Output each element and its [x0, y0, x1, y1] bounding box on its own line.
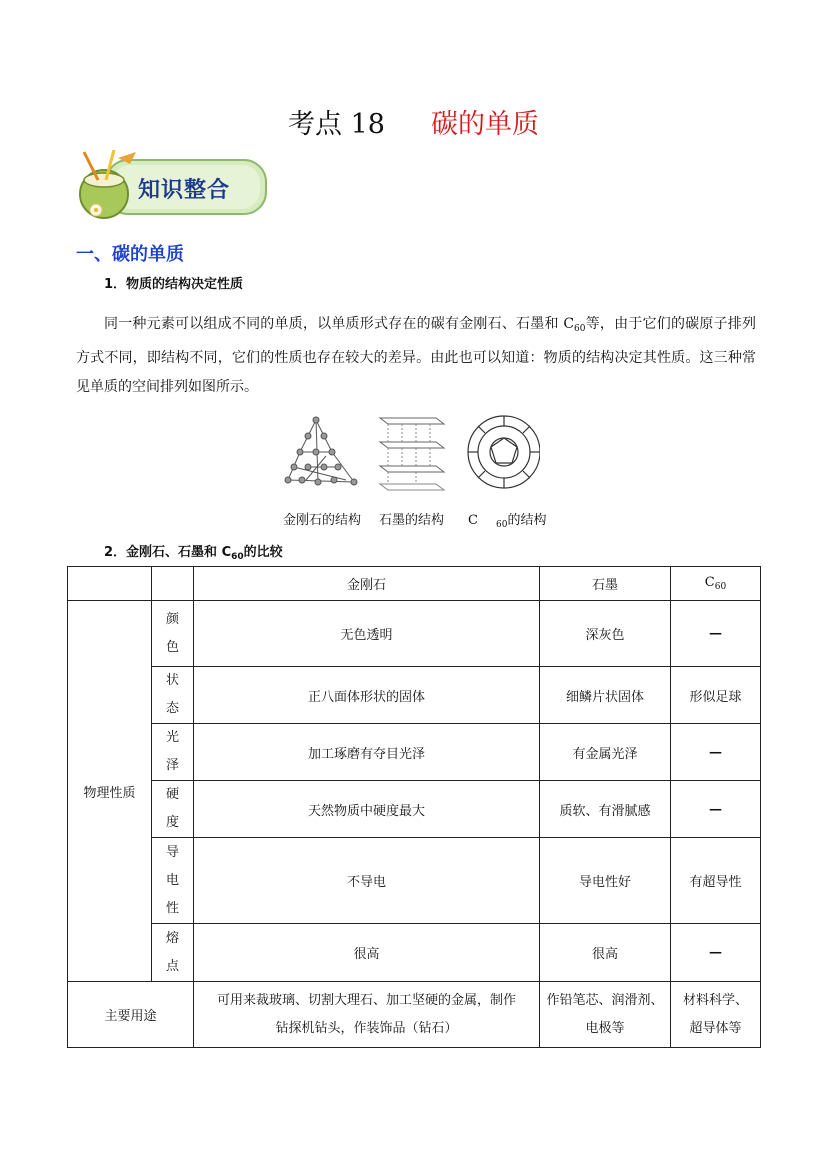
uses-label: 主要用途 [68, 982, 194, 1048]
uses-diamond: 可用来裁玻璃、切割大理石、加工坚硬的金属，制作 钻探机钻头，作装饰品（钻石） [194, 982, 540, 1048]
c60-cell: — [671, 601, 761, 667]
prop-label: 状 态 [152, 667, 194, 724]
diamond-cell: 天然物质中硬度最大 [194, 781, 540, 838]
table-header-row [68, 567, 761, 601]
title-topic: 碳的单质 [430, 109, 539, 140]
c60-cell: — [671, 724, 761, 781]
diamond-cell: 很高 [194, 924, 540, 982]
graphite-cell: 有金属光泽 [540, 724, 671, 781]
title-number: 考点 18 [288, 109, 385, 140]
graphite-cell: 很高 [540, 924, 671, 982]
page-title [0, 102, 827, 141]
diamond-cell: 无色透明 [194, 601, 540, 667]
c60-structure-diagram [468, 416, 540, 488]
table-row [68, 601, 761, 667]
physical-properties-label: 物理性质 [68, 601, 152, 982]
uses-graphite: 作铅笔芯、润滑剂、 电极等 [540, 982, 671, 1048]
graphite-cell: 质软、有滑腻感 [540, 781, 671, 838]
section-heading: 一、碳的单质 [76, 244, 184, 265]
figure-caption [283, 509, 582, 530]
c60-cell: — [671, 781, 761, 838]
graphite-cell: 细鳞片状固体 [540, 667, 671, 724]
uses-row [68, 982, 761, 1048]
c60-cell: 有超导性 [671, 838, 761, 924]
graphite-structure-diagram [380, 418, 444, 490]
prop-label: 颜 色 [152, 601, 194, 667]
diamond-cell: 正八面体形状的固体 [194, 667, 540, 724]
header-diamond: 金刚石 [194, 567, 540, 601]
caption-diamond: 金刚石的结构 [283, 513, 362, 528]
carbon-structures-figure [278, 412, 540, 492]
c60-cell: 形似足球 [671, 667, 761, 724]
graphite-cell: 导电性好 [540, 838, 671, 924]
caption-graphite: 石墨的结构 [379, 513, 445, 528]
table-row [68, 924, 761, 982]
comparison-table [67, 566, 761, 1048]
prop-label: 熔 点 [152, 924, 194, 982]
diamond-cell: 不导电 [194, 838, 540, 924]
banner-label: 知识整合 [138, 178, 231, 203]
header-graphite: 石墨 [540, 567, 671, 601]
header-c60: $C_{60}$ [671, 567, 761, 601]
table-row [68, 838, 761, 924]
diamond-structure-diagram [285, 417, 357, 485]
subheading-structure: 1．物质的结构决定性质 [104, 277, 244, 292]
table-row [68, 781, 761, 838]
intro-paragraph: 同一种元素可以组成不同的单质，以单质形式存在的碳有金刚石、石墨和 $C_{60}$等，由于它们的碳原子排列方式不同，即结构不同，它们的性质也存在较大的差异。由此也可以知道：物质的结构决定其性质。这三种常见单质的空间排列如图所示。 [76, 316, 756, 395]
diamond-cell: 加工琢磨有夺目光泽 [194, 724, 540, 781]
graphite-cell: 深灰色 [540, 601, 671, 667]
uses-c60: 材料科学、 超导体等 [671, 982, 761, 1048]
table-row [68, 724, 761, 781]
c60-cell: — [671, 924, 761, 982]
caption-c60: C $_{60}$的结构 [468, 513, 547, 530]
subheading-comparison: 2．金刚石、石墨和 $C_{60}$的比较 [104, 545, 283, 562]
table-row [68, 667, 761, 724]
prop-label: 光 泽 [152, 724, 194, 781]
prop-label: 硬 度 [152, 781, 194, 838]
prop-label: 导 电 性 [152, 838, 194, 924]
